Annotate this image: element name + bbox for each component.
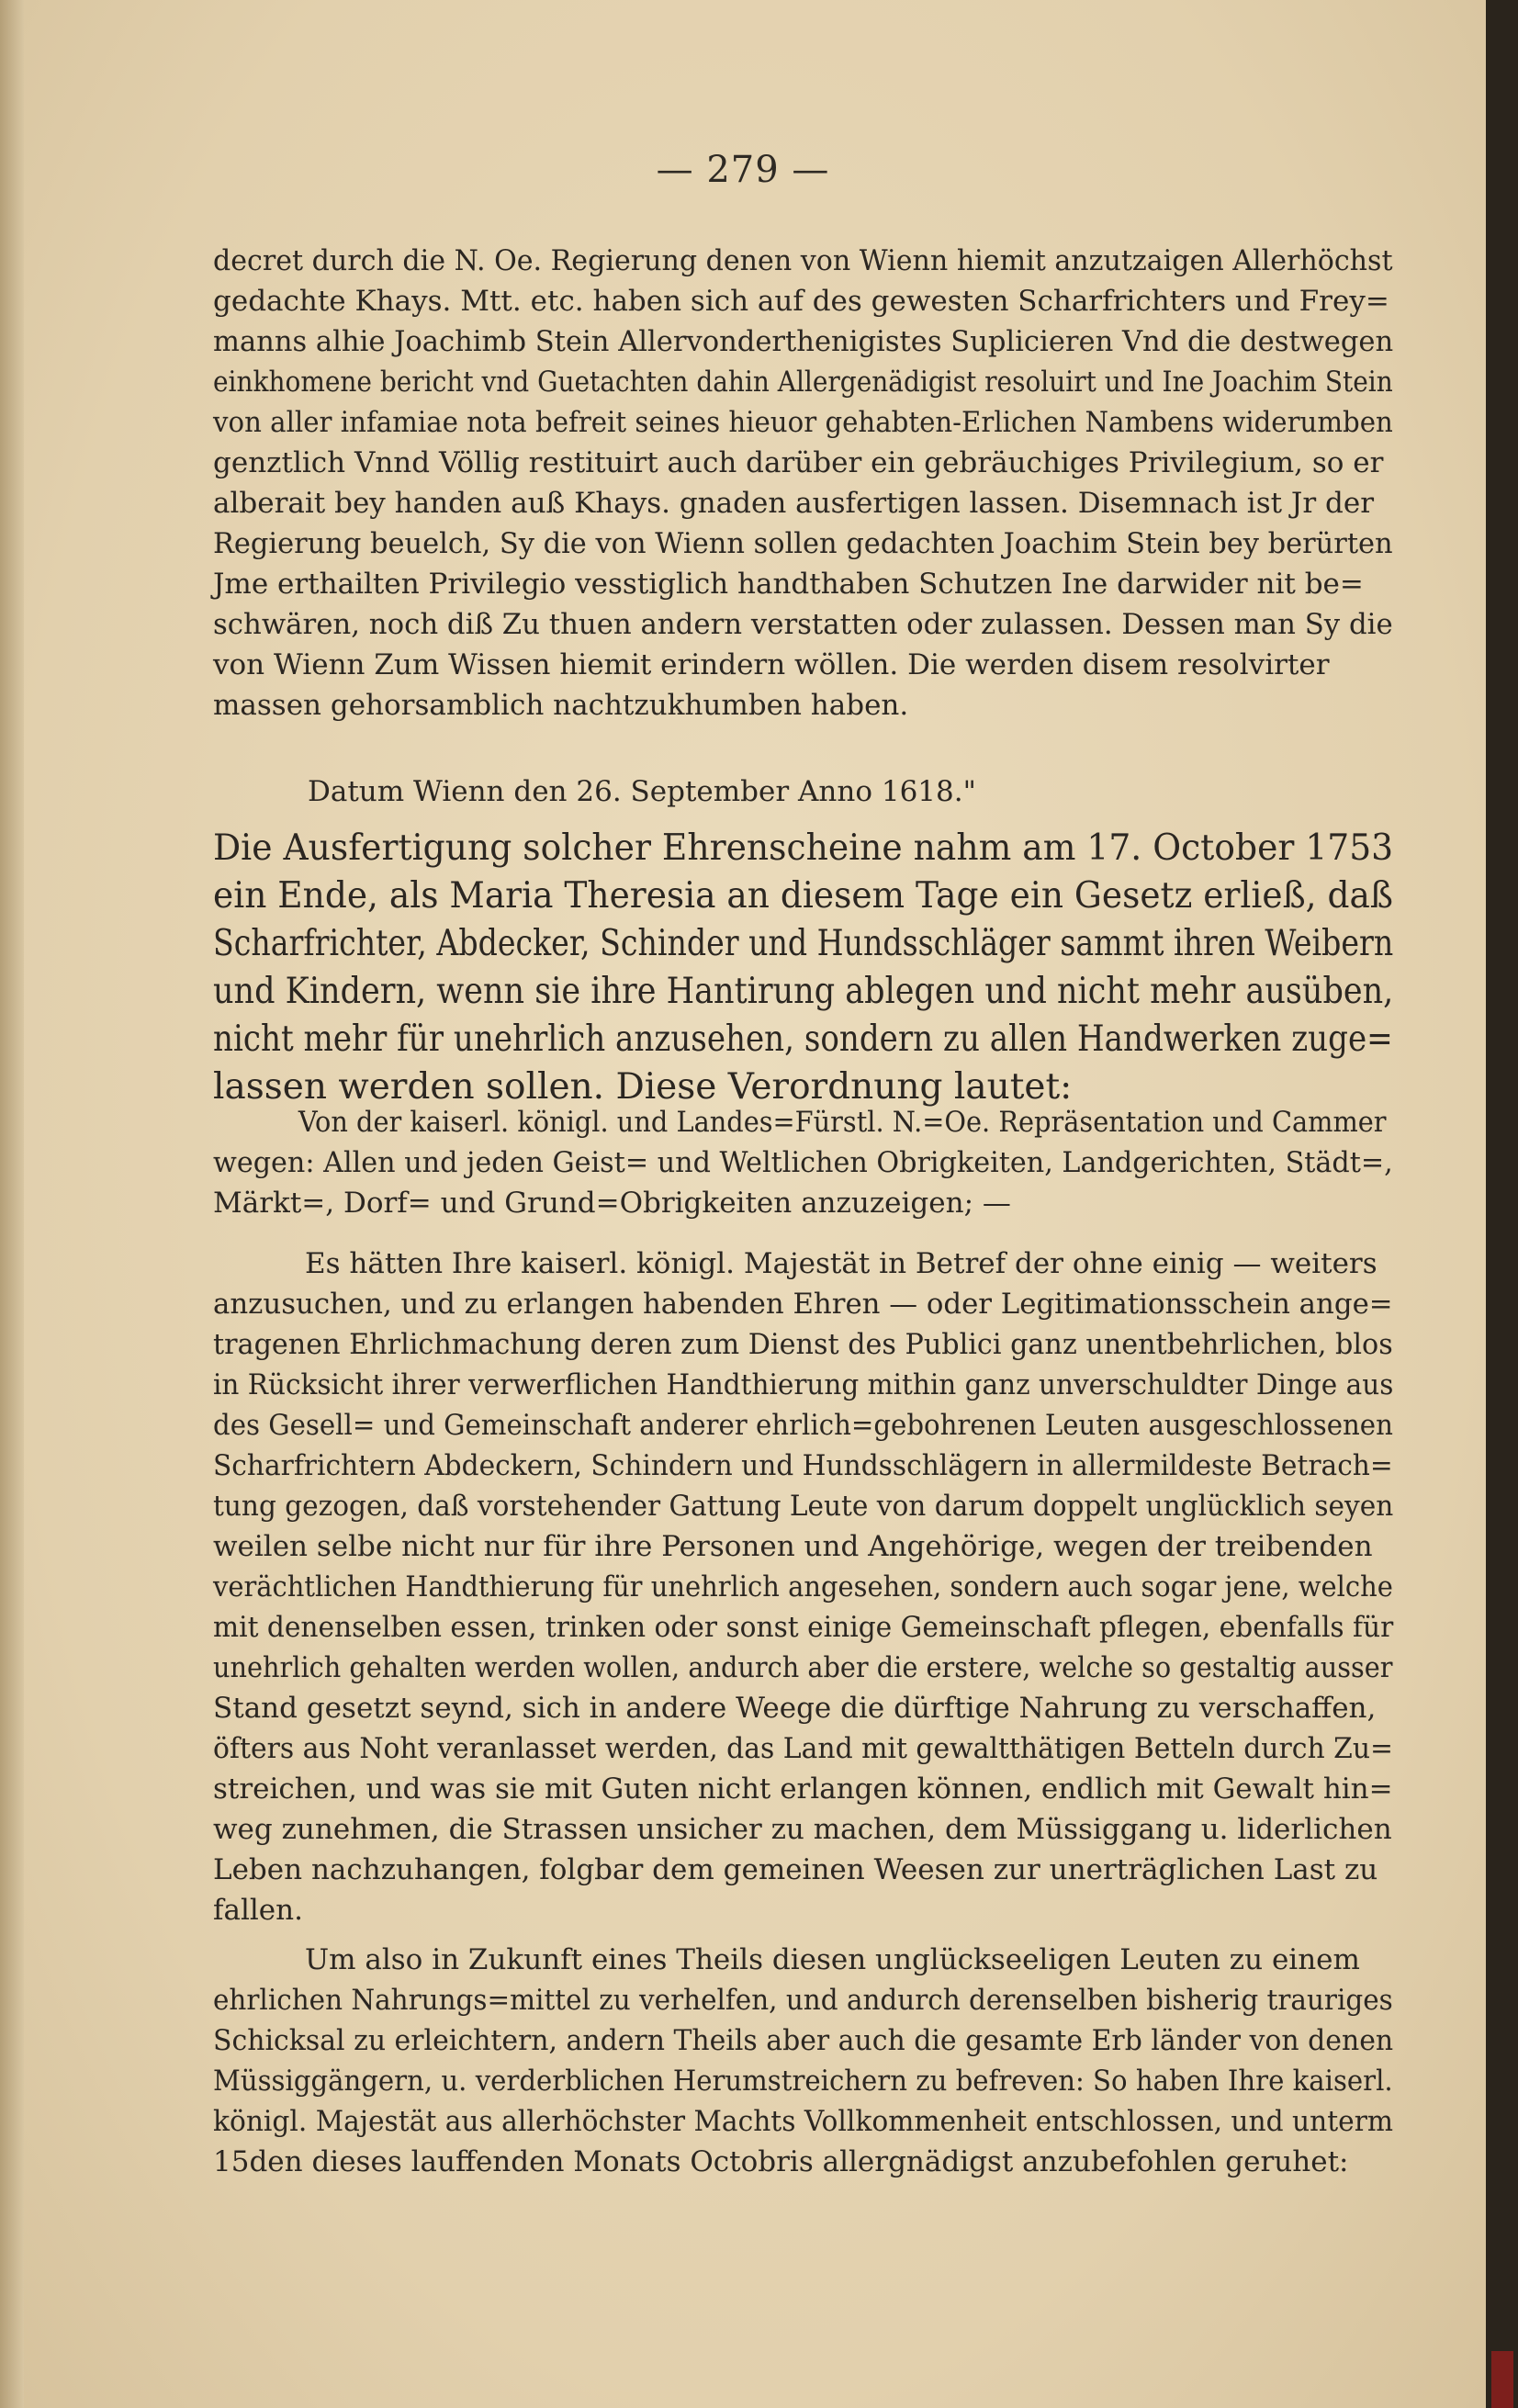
text-line: von Wienn Zum Wissen hiemit erindern wöllen. Die werden disem resolvirter (213, 648, 1330, 681)
bookmark-ribbon (1491, 2351, 1513, 2408)
text-line: gedachte Khays. Mtt. etc. haben sich auf des gewesten Scharfrichters und Frey= (213, 285, 1389, 318)
text-line: ehrlichen Nahrungs=mittel zu verhelfen, und andurch derenselben bisherig trauriges (213, 1984, 1393, 2017)
page-gutter (0, 0, 24, 2408)
text-line: Müssiggängern, u. verderblichen Herumstreichern zu befreven: So haben Ihre kaiserl. (213, 2065, 1393, 2098)
ordinance-paragraph (213, 1243, 1393, 1930)
decree-paragraph (213, 241, 1393, 726)
text-line: lassen werden sollen. Diese Verordnung lautet: (213, 1066, 1073, 1108)
text-line: Märkt=, Dorf= und Grund=Obrigkeiten anzuzeigen; — (213, 1187, 1011, 1220)
text-line: nicht mehr für unehrlich anzusehen, sondern zu allen Handwerken zuge= (213, 1018, 1393, 1060)
text-line: anzusuchen, und zu erlangen habenden Ehren — oder Legitimationsschein ange= (213, 1288, 1393, 1321)
text-line: wegen: Allen und jeden Geist= und Weltlichen Obrigkeiten, Landgerichten, Städt=, (213, 1146, 1393, 1179)
text-line: Scharfrichtern Abdeckern, Schindern und Hundsschlägern in allermildeste Betrach= (213, 1449, 1393, 1482)
text-line: und Kindern, wenn sie ihre Hantirung ablegen und nicht mehr ausüben, (213, 971, 1394, 1012)
text-line: Von der kaiserl. königl. und Landes=Fürstl. N.=Oe. Repräsentation und Cammer (298, 1106, 1387, 1139)
address-paragraph (213, 1102, 1393, 1223)
final-paragraph (213, 1940, 1393, 2182)
text-line: genztlich Vnnd Völlig restituirt auch darüber ein gebräuchiges Privilegium, so er (213, 446, 1384, 479)
text-line: Jme erthailten Privilegio vesstiglich handthaben Schutzen Ine darwider nit be= (213, 568, 1364, 601)
text-line: streichen, und was sie mit Guten nicht erlangen können, endlich mit Gewalt hin= (213, 1772, 1393, 1806)
text-line: schwären, noch diß Zu thuen andern verstatten oder zulassen. Dessen man Sy die (213, 608, 1393, 641)
text-line: des Gesell= und Gemeinschaft anderer ehrlich=gebohrenen Leuten ausgeschlossenen (213, 1409, 1393, 1442)
book-edge (1486, 0, 1518, 2408)
text-line: einkhomene bericht vnd Guetachten dahin Allergenädigist resoluirt und Ine Joachim Stein (213, 366, 1393, 399)
datum-line: Datum Wienn den 26. September Anno 1618." (308, 775, 976, 808)
text-line: öfters aus Noht veranlasset werden, das Land mit gewaltthätigen Betteln durch Zu= (213, 1732, 1394, 1765)
text-line: mit denenselben essen, trinken oder sonst einige Gemeinschaft pflegen, ebenfalls für (213, 1611, 1394, 1644)
text-line: Die Ausfertigung solcher Ehrenscheine nahm am 17. October 1753 (213, 827, 1394, 869)
text-line: weg zunehmen, die Strassen unsicher zu machen, dem Müssiggang u. liderlichen (213, 1813, 1392, 1846)
text-line: Um also in Zukunft eines Theils diesen unglückseeligen Leuten zu einem (305, 1943, 1360, 1976)
text-line: königl. Majestät aus allerhöchster Machts Vollkommenheit entschlossen, und unterm (213, 2105, 1394, 2138)
text-line: Scharfrichter, Abdecker, Schinder und Hundsschläger sammt ihren Weibern (213, 923, 1394, 964)
text-line: tragenen Ehrlichmachung deren zum Dienst des Publici ganz unentbehrlichen, blos (213, 1328, 1393, 1361)
text-line: ein Ende, als Maria Theresia an diesem Tage ein Gesetz erließ, daß (213, 875, 1393, 917)
text-line: Es hätten Ihre kaiserl. königl. Majestät in Betref der ohne einig — weiters (305, 1247, 1377, 1280)
text-line: tung gezogen, daß vorstehender Gattung Leute von darum doppelt unglücklich seyen (213, 1490, 1394, 1523)
text-line: von aller infamiae nota befreit seines hieuor gehabten-Erlichen Nambens widerumben (213, 406, 1393, 439)
text-line: manns alhie Joachimb Stein Allervonderthenigistes Suplicieren Vnd die destwegen (213, 325, 1394, 358)
text-line: in Rücksicht ihrer verwerflichen Handthierung mithin ganz unverschuldter Dinge aus (213, 1368, 1394, 1401)
text-line: massen gehorsamblich nachtzukhumben haben. (213, 689, 909, 722)
main-paragraph (213, 825, 1393, 1111)
text-line: 15den dieses lauffenden Monats Octobris allergnädigst anzubefohlen geruhet: (213, 2145, 1349, 2178)
text-line: Schicksal zu erleichtern, andern Theils aber auch die gesamte Erb länder von denen (213, 2024, 1394, 2057)
text-line: decret durch die N. Oe. Regierung denen von Wienn hiemit anzutzaigen Allerhöchst (213, 244, 1393, 277)
text-line: fallen. (213, 1894, 303, 1927)
text-line: verächtlichen Handthierung für unehrlich angesehen, sondern auch sogar jene, welche (213, 1570, 1393, 1603)
text-line: Regierung beuelch, Sy die von Wienn sollen gedachten Joachim Stein bey berürten (213, 527, 1393, 560)
text-line: unehrlich gehalten werden wollen, andurch aber die erstere, welche so gestaltig ausser (213, 1651, 1393, 1684)
text-line: Stand gesetzt seynd, sich in andere Weege die dürftige Nahrung zu verschaffen, (213, 1692, 1377, 1725)
text-line: alberait bey handen auß Khays. gnaden ausfertigen lassen. Disemnach ist Jr der (213, 487, 1375, 520)
text-line: weilen selbe nicht nur für ihre Personen und Angehörige, wegen der treibenden (213, 1530, 1373, 1563)
text-line: Leben nachzuhangen, folgbar dem gemeinen Weesen zur unerträglichen Last zu (213, 1853, 1378, 1886)
page-number: — 279 — (656, 149, 830, 191)
